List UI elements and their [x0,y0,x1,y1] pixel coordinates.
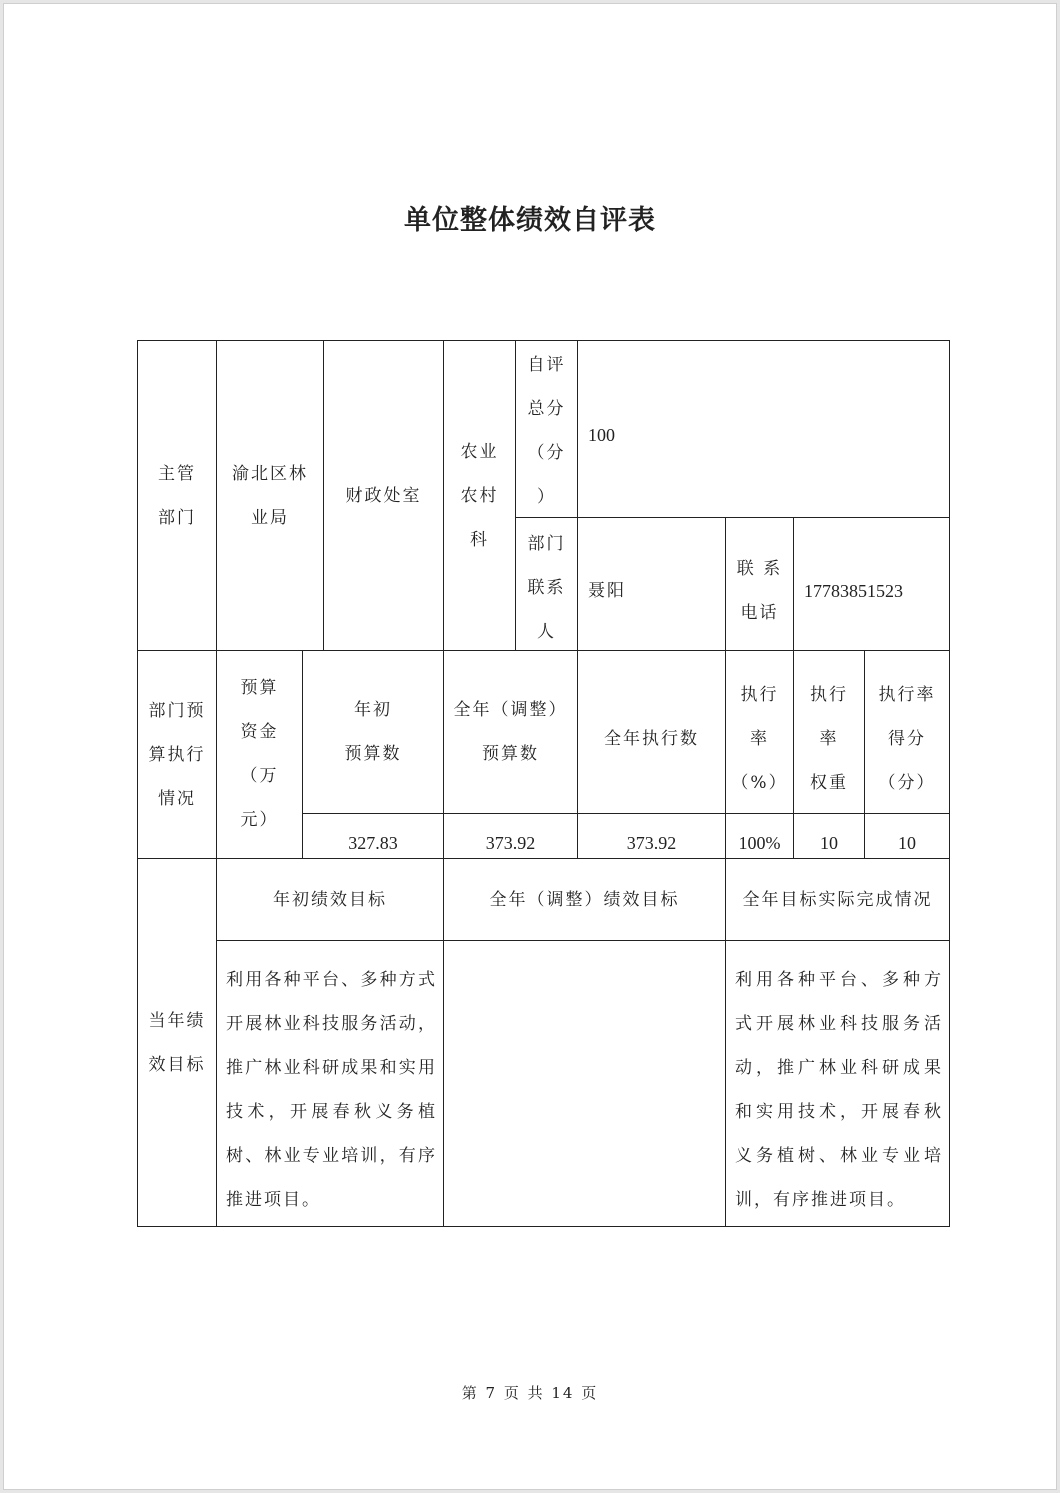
table-rule [216,940,950,941]
val-rate-score: 10 [898,832,916,853]
val-rate-weight: 10 [820,832,838,853]
goals-section-label: 当年绩 效目标 [148,1010,206,1075]
col-adjusted-budget: 全年（调整） 预算数 [453,700,568,764]
section-value: 农业 农村 科 [460,441,499,550]
col-initial-budget: 年初 预算数 [344,700,402,764]
val-executed: 373.92 [626,832,677,853]
val-exec-rate: 100% [738,832,781,853]
score-value: 100 [588,425,615,445]
page-title: 单位整体绩效自评表 [404,205,656,236]
page-number: 第 7 页 共 14 页 [461,1384,599,1402]
col-actual-completion: 全年目标实际完成情况 [742,889,933,910]
val-initial-budget: 327.83 [348,832,398,853]
budget-unit-label: 预算 资金 （万 元） [240,678,279,830]
phone-value: 17783851523 [804,580,903,601]
contact-value: 聂阳 [588,580,626,601]
phone-label: 联 系 电话 [736,558,783,623]
contact-label: 部门 联系 人 [527,534,566,642]
col-executed: 全年执行数 [604,728,699,749]
office-value: 财政处室 [345,485,422,506]
budget-section-label: 部门预 算执行 情况 [148,700,206,809]
col-adjusted-goal: 全年（调整）绩效目标 [489,889,680,910]
col-rate-score: 执行率 得分 （分） [878,684,936,793]
col-exec-rate: 执行 率 （%） [731,684,788,793]
score-label: 自评 总分 （分 ） [527,355,566,507]
dept-label: 主管 部门 [158,463,196,528]
initial-goal-text: 利用各种平台、多种方式开展林业科技服务活动，推广林业科研成果和实用技术，开展春秋义务植树、林业专业培训，有序推进项目。 [226,970,437,1210]
table-border-bottom [137,1226,950,1227]
table-border-right [949,340,950,1227]
val-adjusted-budget: 373.92 [485,832,536,853]
actual-completion-text: 利用各种平台、多种方式开展林业科技服务活动，推广林业科研成果和实用技术，开展春秋义务植树、林业专业培训，有序推进项目。 [735,970,943,1210]
col-initial-goal: 年初绩效目标 [273,889,387,910]
dept-value: 渝北区林 业局 [232,463,308,528]
col-rate-weight: 执行 率 权重 [810,684,848,793]
